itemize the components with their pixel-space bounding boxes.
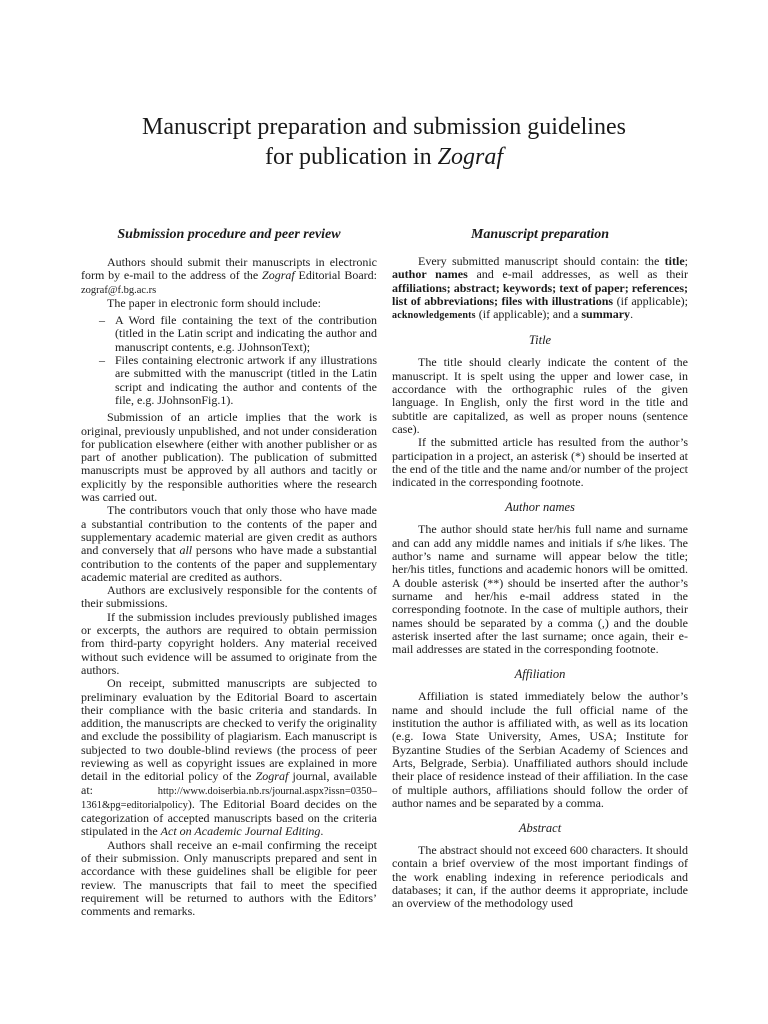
text-run: persons who have made a substantial contribution to the contents of the paper and supplementary academic material are credited as authors. bbox=[81, 543, 377, 584]
text-run: Every submitted manuscript should contain: the bbox=[418, 254, 665, 268]
list-item bbox=[81, 314, 377, 354]
text-run: The contributors vouch that only those who have made a substantial contribution to the contents of the paper and supplementary academic material are given credit as authors and conversely that bbox=[81, 503, 377, 558]
bold-term: summary bbox=[581, 307, 631, 322]
bold-term: author names bbox=[392, 267, 468, 282]
section-heading-abstract: Abstract bbox=[518, 821, 562, 836]
bold-term: affiliations; abstract; keywords; text of paper; references; list of abbreviations; files with illustrations bbox=[392, 280, 688, 308]
section-heading-author-names: Author names bbox=[505, 500, 575, 515]
text-run: and e-mail addresses, as well as their bbox=[467, 267, 688, 282]
title-line-2-prefix: for publication in bbox=[265, 144, 438, 170]
text-run: journal, available at: bbox=[81, 769, 377, 797]
originality-paragraph: Submission of an article implies that the work is original, previously unpublished, and not under consideration for publication elsewhere (either with another publisher or as part of another publication). The publication of submitted manuscripts must be approved by all authors and tacitly or explicitly by the responsible authorities where the research was carried out. bbox=[81, 410, 377, 505]
list-item-text: Files containing electronic artwork if any illustrations are submitted with the manuscript (titled in the Latin script and indicating the author and contents of the file, e.g. JJohnsonFig.1). bbox=[115, 353, 377, 407]
text-run: ). The Editorial Board decides on the categorization of accepted manuscripts based on the criteria stipulated in the bbox=[81, 796, 377, 839]
text-run: (if applicable); and a bbox=[475, 307, 582, 322]
right-column bbox=[392, 226, 688, 911]
title-paragraph: The title should clearly indicate the content of the manuscript. It is spelt using the upper and lower case, in accordance with the orthographic rules of the given language. In English, only the first word in the title and subtitle are capitalized, as well as proper nouns (sentence case). bbox=[392, 355, 688, 436]
responsibility-paragraph: Authors are exclusively responsible for the contents of their submissions. bbox=[81, 583, 377, 611]
journal-name: Zograf bbox=[255, 769, 289, 784]
left-column-heading: Submission procedure and peer review bbox=[117, 227, 341, 242]
text-run: On receipt, submitted manuscripts are subjected to preliminary evaluation by the Editorial Board to ascertain their compliance with the basic criteria and standards. In addition, the manuscripts are checked to verify the originality and exclude the possibility of plagiarism. Each manuscript is subjected to two double-blind reviews (the process of peer reviewing as well as copyright issues are explained in more detail in the editorial policy of the bbox=[81, 676, 377, 784]
confirmation-paragraph: Authors shall receive an e-mail confirming the receipt of their submission. Only manuscripts prepared and sent in accordance with these guidelines shall be eligible for peer review. The manuscripts that fail to meet the specified requirement will be returned to authors with the Editors’ comments and remarks. bbox=[81, 837, 377, 919]
emphasis: all bbox=[179, 543, 193, 558]
text-run: . bbox=[630, 307, 634, 322]
list-item bbox=[81, 354, 377, 407]
dash-bullet: – bbox=[99, 353, 105, 368]
contributors-paragraph bbox=[81, 504, 377, 584]
text-run: (if applicable); bbox=[613, 293, 688, 308]
electronic-form-paragraph: The paper in electronic form should include: bbox=[107, 295, 321, 310]
bold-term: title bbox=[664, 254, 685, 268]
right-column-heading: Manuscript preparation bbox=[470, 227, 610, 242]
text-run: ; bbox=[684, 254, 688, 268]
peer-review-paragraph bbox=[81, 677, 377, 839]
text-run: . bbox=[320, 824, 324, 839]
bold-term: acknowledgements bbox=[392, 310, 476, 322]
section-heading-title: Title bbox=[528, 333, 552, 348]
text-run: Authors should submit their manuscripts in electronic form by e-mail to the address of the bbox=[81, 255, 377, 283]
copyright-paragraph: If the submission includes previously published images or excerpts, the authors are required to obtain permission from third-party copyright holders. Any material received without such evidence will be assumed to originate from the authors. bbox=[81, 609, 377, 677]
list-item-text: A Word file containing the text of the contribution (titled in the Latin script and indicating the author and manuscript contents, e.g. JJohnsonText); bbox=[115, 313, 377, 354]
file-requirements-list bbox=[81, 314, 377, 407]
abstract-paragraph: The abstract should not exceed 600 characters. It should contain a brief overview of the most important findings of the work enabling indexing in reference periodicals and databases; it can, if the author deems it appropriate, include an overview of the methodology used bbox=[392, 843, 688, 911]
editorial-email: zograf@f.bg.ac.rs bbox=[81, 284, 157, 296]
editorial-policy-link[interactable]: http://www.doiserbia.nb.rs/journal.aspx?issn=0350–1361&pg=editorialpolicy bbox=[81, 785, 377, 811]
contents-paragraph bbox=[392, 255, 688, 322]
text-run: Editorial Board: bbox=[294, 268, 377, 283]
project-paragraph: If the submitted article has resulted from the author’s participation in a project, an asterisk (*) should be inserted at the end of the title and the name and/or number of the project indicated in the corresponding footnote. bbox=[392, 435, 688, 490]
title-journal-name: Zograf bbox=[437, 144, 503, 170]
journal-name: Zograf bbox=[262, 268, 295, 283]
page-title bbox=[80, 112, 688, 172]
title-line-1: Manuscript preparation and submission guidelines bbox=[142, 114, 626, 140]
dash-bullet: – bbox=[99, 313, 105, 328]
act-title: Act on Academic Journal Editing bbox=[160, 824, 321, 839]
author-names-paragraph: The author should state her/his full name and surname and can add any middle names and initials if s/he likes. The author’s name and surname will appear below the title; her/his titles, functions and academic honors will be omitted. A double asterisk (**) should be inserted after the author’s surname and her/his e-mail address stated in the corresponding footnote. In the case of multiple authors, their names should be separated by a comma (,) and the double asterisk inserted after the last surname; once again, their e-mail addresses are stated in the corresponding footnote. bbox=[392, 522, 688, 657]
affiliation-paragraph: Affiliation is stated immediately below the author’s name and should include the full official name of the institution the author is affiliated with, as well as its location (e.g. Iowa State University, Ames, USA; Institute for Byzantine Studies of the Serbian Academy of Sciences and Arts, Belgrade, Serbia). Unaffiliated authors should include their place of residence instead of their affiliation. In the case of multiple authors, affiliations should follow the order of author names and be separated by a comma. bbox=[392, 689, 688, 810]
submission-paragraph bbox=[81, 256, 377, 297]
left-column bbox=[81, 226, 377, 919]
section-heading-affiliation: Affiliation bbox=[514, 667, 566, 682]
